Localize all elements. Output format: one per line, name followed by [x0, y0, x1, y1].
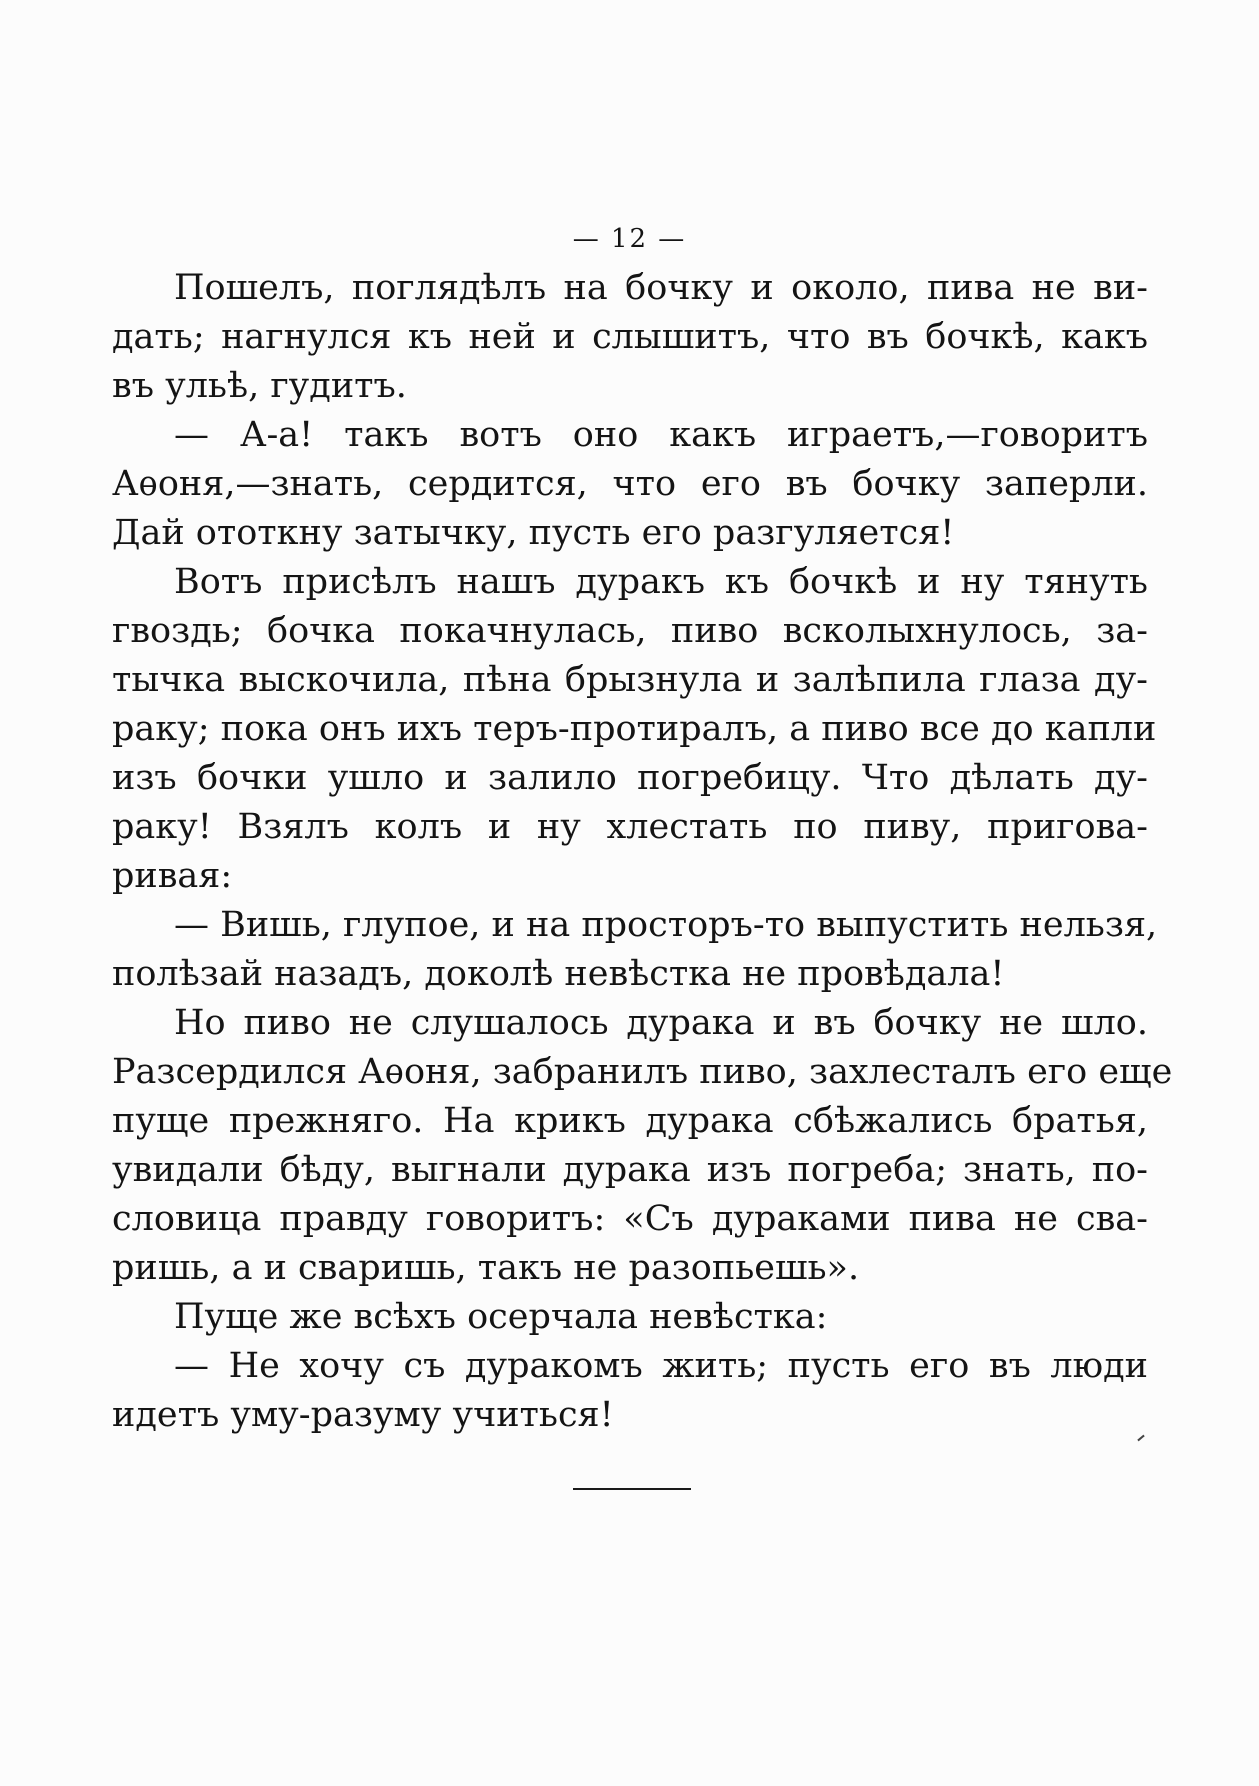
text-line: словица правду говоритъ: «Съ дураками пива не сва-: [112, 1199, 1148, 1239]
body-text: [112, 264, 1173, 1440]
text-line: тычка выскочила, пѣна брызнула и залѣпила глаза ду-: [112, 660, 1148, 700]
end-of-chapter-rule: [573, 1488, 691, 1490]
text-line: Аѳоня,—знать, сердится, что его въ бочку заперли.: [112, 464, 1148, 504]
text-line: Но пиво не слушалось дурака и въ бочку не шло.: [174, 1003, 1148, 1043]
text-line: въ ульѣ, гудитъ.: [112, 366, 407, 406]
text-line: — Вишь, глупое, и на просторъ-то выпустить нельзя,: [174, 905, 1158, 945]
text-line: Пуще же всѣхъ осерчала невѣстка:: [174, 1297, 828, 1337]
text-line: Вотъ присѣлъ нашъ дуракъ къ бочкѣ и ну тянуть: [174, 562, 1148, 602]
text-line: ришь, а и сваришь, такъ не разопьешь».: [112, 1248, 860, 1288]
text-line: раку! Взялъ колъ и ну хлестать по пиву, пригова-: [112, 807, 1148, 847]
text-line: Дай ототкну затычку, пусть его разгуляется!: [112, 513, 955, 553]
text-line: гвоздь; бочка покачнулась, пиво всколыхнулось, за-: [112, 611, 1148, 651]
text-line: изъ бочки ушло и залило погребицу. Что дѣлать ду-: [112, 758, 1148, 798]
text-line: Разсердился Аѳоня, забранилъ пиво, захлесталъ его еще: [112, 1052, 1173, 1092]
text-line: пуще прежняго. На крикъ дурака сбѣжались братья,: [112, 1101, 1148, 1141]
page-number: — 12 —: [572, 224, 687, 254]
text-line: ривая:: [112, 856, 233, 896]
text-line: — А-а! такъ вотъ оно какъ играетъ,—говоритъ: [174, 415, 1148, 455]
text-line: — Не хочу съ дуракомъ жить; пусть его въ люди: [174, 1346, 1148, 1386]
text-line: раку; пока онъ ихъ теръ-протиралъ, а пиво все до капли: [112, 709, 1157, 749]
text-line: полѣзай назадъ, доколѣ невѣстка не провѣдала!: [112, 954, 1005, 994]
text-line: идетъ уму-разуму учиться!: [112, 1395, 614, 1435]
text-line: увидали бѣду, выгнали дурака изъ погреба; знать, по-: [112, 1150, 1148, 1190]
text-line: дать; нагнулся къ ней и слышитъ, что въ бочкѣ, какъ: [112, 317, 1148, 357]
text-line: Пошелъ, поглядѣлъ на бочку и около, пива не ви-: [174, 268, 1148, 308]
